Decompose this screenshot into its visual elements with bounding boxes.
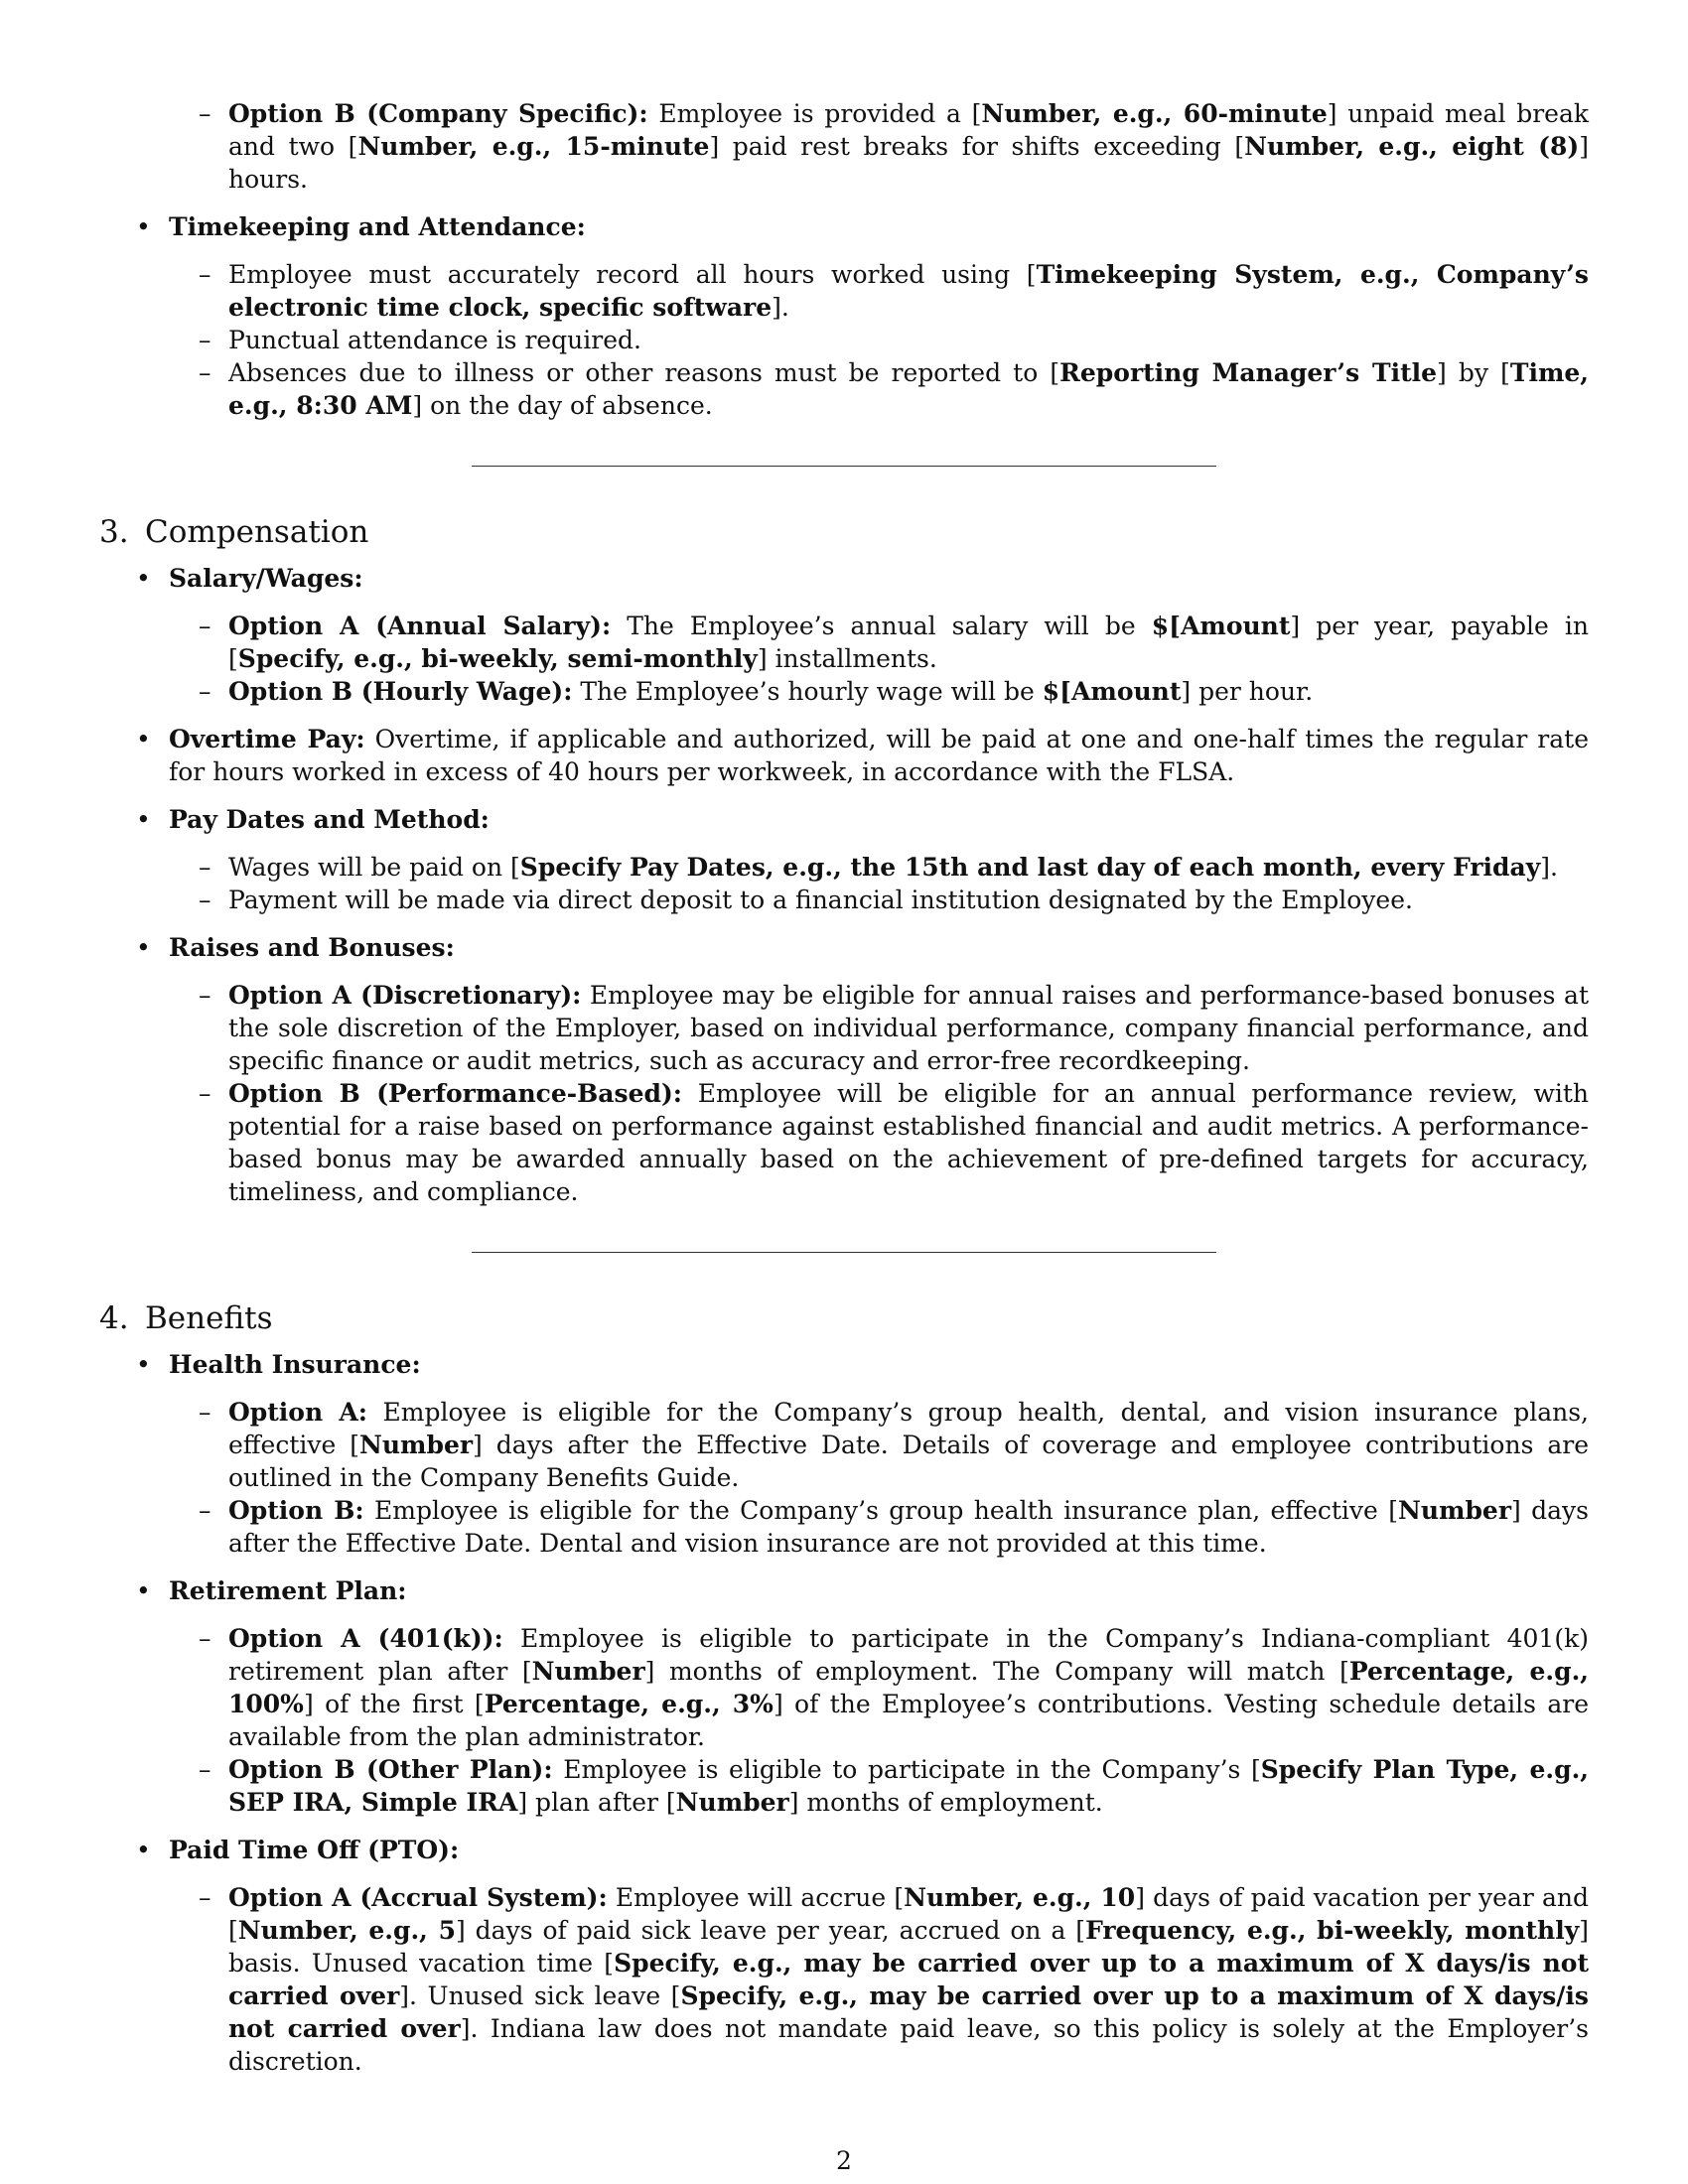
timekeeping-absences: – Absences due to illness or other reasons must be reported to [Reporting Manager’s Title] by [Time, e.g., 8:30 AM] on the day of absence. — [228, 356, 1589, 422]
raises-option-b: – Option B (Performance-Based): Employee will be eligible for an annual performance review, with potential for a raise based on performance against established financial and audit metrics. A performance-based bonus may be awarded annually based on the achievement of pre-defined targets for accuracy, timeliness, and compliance. — [228, 1077, 1589, 1208]
pto-item — [99, 1834, 1589, 2078]
pay-dates-subitems — [169, 851, 1589, 916]
pto-heading: • Paid Time Off (PTO): — [169, 1836, 460, 1864]
pay-dates-heading: • Pay Dates and Method: — [169, 805, 490, 834]
timekeeping-heading: • Timekeeping and Attendance: — [169, 212, 586, 241]
retirement-option-b: – Option B (Other Plan): Employee is eligible to participate in the Company’s [Specify Plan Type, e.g., SEP IRA, Simple IRA] plan after [Number] months of employment. — [228, 1753, 1589, 1819]
section-divider — [472, 466, 1216, 467]
timekeeping-list — [99, 210, 1589, 422]
retirement-option-a: – Option A (401(k)): Employee is eligible to participate in the Company’s Indiana-compliant 401(k) retirement plan after [Number] months of employment. The Company will match [Percentage, e.g., 100%] of the first [Percentage, e.g., 3%] of the Employee’s contributions. Vesting schedule details are available from the plan administrator. — [228, 1622, 1589, 1753]
meal-break-option-b: – Option B (Company Specific): Employee is provided a [Number, e.g., 60-minute] unpaid meal break and two [Number, e.g., 15-minute] paid rest breaks for shifts exceeding [Number, e.g., eight (8)] hours. — [228, 97, 1589, 196]
compensation-list — [99, 562, 1589, 1208]
raises-options — [169, 979, 1589, 1208]
section-heading-benefits: 4. Benefits — [99, 1300, 273, 1336]
retirement-plan-heading: • Retirement Plan: — [169, 1576, 407, 1605]
pay-dates-schedule: – Wages will be paid on [Specify Pay Dates, e.g., the 15th and last day of each month, every Friday]. — [228, 851, 1589, 884]
timekeeping-record-hours: – Employee must accurately record all hours worked using [Timekeeping System, e.g., Company’s electronic time clock, specific software]. — [228, 258, 1589, 324]
health-options — [169, 1396, 1589, 1560]
document-body — [99, 97, 1589, 2078]
health-insurance-item — [99, 1348, 1589, 1560]
timekeeping-punctual: – Punctual attendance is required. — [228, 324, 1589, 356]
raises-option-a: – Option A (Discretionary): Employee may be eligible for annual raises and performance-based bonuses at the sole discretion of the Employer, based on individual performance, company financial performance, and specific finance or audit metrics, such as accuracy and error-free recordkeeping. — [228, 979, 1589, 1077]
timekeeping-item — [99, 210, 1589, 422]
raises-bonuses-item — [99, 931, 1589, 1208]
salary-wages-item — [99, 562, 1589, 708]
health-insurance-heading: • Health Insurance: — [169, 1350, 421, 1379]
pay-dates-item — [99, 803, 1589, 916]
section-heading-compensation: 3. Compensation — [99, 514, 369, 550]
pto-option-a: – Option A (Accrual System): Employee will accrue [Number, e.g., 10] days of paid vacation per year and [Number, e.g., 5] days of paid sick leave per year, accrued on a [Frequency, e.g., bi-weekly, monthly] basis. Unused vacation time [Specify, e.g., may be carried over up to a maximum of X days/is not carried over]. Unused sick leave [Specify, e.g., may be carried over up to a maximum of X days/is not carried over]. Indiana law does not mandate paid leave, so this policy is solely at the Employer’s discretion. — [228, 1881, 1589, 2078]
pay-dates-method: – Payment will be made via direct deposit to a financial institution designated by the Employee. — [228, 884, 1589, 916]
salary-option-a: – Option A (Annual Salary): The Employee’s annual salary will be $[Amount] per year, payable in [Specify, e.g., bi-weekly, semi-monthly] installments. — [228, 610, 1589, 675]
retirement-options — [169, 1622, 1589, 1819]
overtime-pay-item: • Overtime Pay: Overtime, if applicable and authorized, will be paid at one and one-half times the regular rate for hours worked in excess of 40 hours per workweek, in accordance with the FLSA. — [99, 723, 1589, 788]
salary-options — [169, 610, 1589, 708]
salary-wages-heading: • Salary/Wages: — [169, 564, 363, 593]
benefits-list — [99, 1348, 1589, 2078]
meal-break-options — [99, 97, 1589, 196]
salary-option-b: – Option B (Hourly Wage): The Employee’s hourly wage will be $[Amount] per hour. — [228, 675, 1589, 708]
health-option-b: – Option B: Employee is eligible for the Company’s group health insurance plan, effective [Number] days after the Effective Date. Dental and vision insurance are not provided at this time. — [228, 1494, 1589, 1560]
page-number: 2 — [836, 2146, 852, 2175]
retirement-plan-item — [99, 1574, 1589, 1819]
section-divider — [472, 1252, 1216, 1253]
timekeeping-subitems — [169, 258, 1589, 422]
raises-bonuses-heading: • Raises and Bonuses: — [169, 933, 455, 962]
pto-options — [169, 1881, 1589, 2078]
health-option-a: – Option A: Employee is eligible for the Company’s group health, dental, and vision insurance plans, effective [Number] days after the Effective Date. Details of coverage and employee contributions are outlined in the Company Benefits Guide. — [228, 1396, 1589, 1494]
